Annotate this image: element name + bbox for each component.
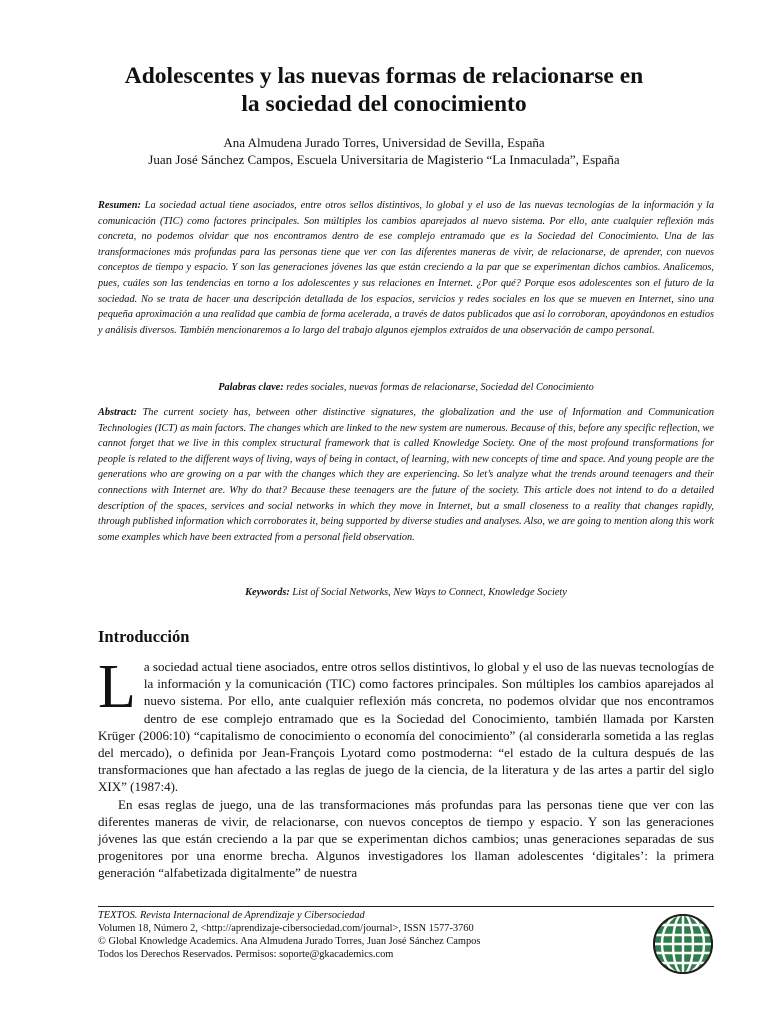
abstract-spanish-text: La sociedad actual tiene asociados, entre otros sellos distintivos, lo global y el uso de las nuevas tecnologías de la información y la comunicación (TIC) como factores principales. Son múltiples los cambios aparejados al nuevo sistema. Por ello, ante cualquier reflexión más concreta, no podemos olvidar que nos encontramos dentro de ese complejo entramado que es la Sociedad del Conocimiento. Una de las transformaciones más profundas para las personas tiene que ver con las diferentes maneras de vivir, de relacionarse, de aprender, con nuevos conceptos de tiempo y espacio. Y son las generaciones jóvenes las que están creciendo a la par que se experimentan dichos cambios. Analicemos, pues, cuáles son las tendencias en torno a los adolescentes y sus relaciones en Internet. ¿Por qué? Porque esos adolescentes son el futuro de la sociedad. No se trata de hacer una descripción detallada de los espacios, servicios y redes sociales en los que se mueven en Internet, sino una pequeña aproximación a una realidad que cambia de forma acelerada, a través de datos publicados que así lo corroboran, apoyándonos en estudios y análisis diversos. También mencionaremos a lo largo del trabajo algunos ejemplos extraídos de una observación de campo personal. bbox=[98, 200, 715, 336]
intro-paragraph-1-text: a sociedad actual tiene asociados, entre otros sellos distintivos, lo global y el uso de las nuevas tecnologías de la información y la comunicación (TIC) como factores principales. Son múltiples los cambios aparejados al nuevo sistema. Por ello, ante cualquier reflexión más concreta, no podemos olvidar que nos encontramos dentro de ese complejo entramado que es la Sociedad del Conocimiento, también llamada por Karsten Krüger (2006:10) “capitalismo de conocimiento o economía del conocimiento” (al considerarla sometida a las reglas del mercado), o definida por Jean-François Lyotard como postmoderna: “el estado de la cultura después de las transformaciones que han afectado a las reglas de juego de la ciencia, de la literatura y de las artes a partir del siglo XIX” (1987:4). bbox=[98, 659, 714, 795]
globe-logo-icon bbox=[652, 913, 714, 975]
title-line-1: Adolescentes y las nuevas formas de relacionarse en bbox=[124, 63, 644, 89]
abstract-spanish bbox=[98, 198, 714, 338]
keywords-spanish-text: redes sociales, nuevas formas de relacionarse, Sociedad del Conocimiento bbox=[286, 382, 594, 393]
footer-citation bbox=[98, 909, 638, 961]
keywords-spanish-label: Palabras clave: bbox=[218, 382, 284, 393]
footer-volume-info: Volumen 18, Número 2, <http://aprendizaje-cibersociedad.com/journal>, ISSN 1577-3760 bbox=[98, 923, 474, 934]
keywords-spanish bbox=[98, 381, 714, 395]
author-list bbox=[60, 134, 708, 168]
abstract-english bbox=[98, 405, 714, 545]
section-heading-introduccion: Introducción bbox=[98, 627, 190, 646]
abstract-english-label: Abstract: bbox=[98, 407, 137, 418]
author-2: Juan José Sánchez Campos, Escuela Universitaria de Magisterio “La Inmaculada”, España bbox=[148, 152, 620, 167]
footer-journal-name: TEXTOS. Revista Internacional de Aprendizaje y Cibersociedad bbox=[98, 910, 365, 921]
abstract-spanish-label: Resumen: bbox=[98, 200, 141, 211]
footer-copyright: © Global Knowledge Academics. Ana Almudena Jurado Torres, Juan José Sánchez Campos bbox=[98, 936, 481, 947]
keywords-english bbox=[98, 586, 714, 600]
title-line-2: la sociedad del conocimiento bbox=[241, 91, 527, 117]
keywords-english-text: List of Social Networks, New Ways to Connect, Knowledge Society bbox=[292, 587, 567, 598]
footer-rights: Todos los Derechos Reservados. Permisos: soporte@gkacademics.com bbox=[98, 949, 394, 960]
drop-cap-letter: L bbox=[98, 653, 136, 721]
footer-divider bbox=[98, 906, 714, 907]
keywords-english-label: Keywords: bbox=[245, 587, 290, 598]
introduction-body bbox=[98, 653, 714, 882]
intro-paragraph-2: En esas reglas de juego, una de las transformaciones más profundas para las personas tiene que ver con las diferentes maneras de vivir, de relacionarse, con nuevos conceptos de tiempo y espacio. Y son las generaciones jóvenes las que están creciendo a la par que se experimentan dichos cambios; unas generaciones separadas de sus progenitores por una enorme brecha. Algunos investigadores los llaman adolescentes ‘digitales’: la primera generación “alfabetizada digitalmente” de nuestra bbox=[98, 796, 714, 881]
author-1: Ana Almudena Jurado Torres, Universidad de Sevilla, España bbox=[223, 135, 545, 150]
paper-title bbox=[60, 62, 708, 118]
abstract-english-text: The current society has, between other distinctive signatures, the globalization and the use of Information and Communication Technologies (ICT) as main factors. The changes which are linked to the new system are numerous. Because of this, before any specific reflection, we cannot forget that we live in this complex structural framework that is called Knowledge Society. One of the most profound transformations for people is related to the different ways of living, ways of being in contact, of learning, with new concepts of time and space. And young people are the generations who are growing on a par with the changes which they are experiencing. So let’s analyze what the trends around teenagers and their connections with Internet are. Why do that? Because these teenagers are the future of the society. This article does not intend to do a detailed description of the spaces, services and social networks in which they move in Internet, but a small closeness to a reality that changes rapidly, through published information which corroborates it, being supported by diverse studies and analyses. Also, we are going to mention along this work some examples which have been extracted from a personal field observation. bbox=[98, 407, 714, 543]
intro-paragraph-1 bbox=[98, 653, 714, 796]
